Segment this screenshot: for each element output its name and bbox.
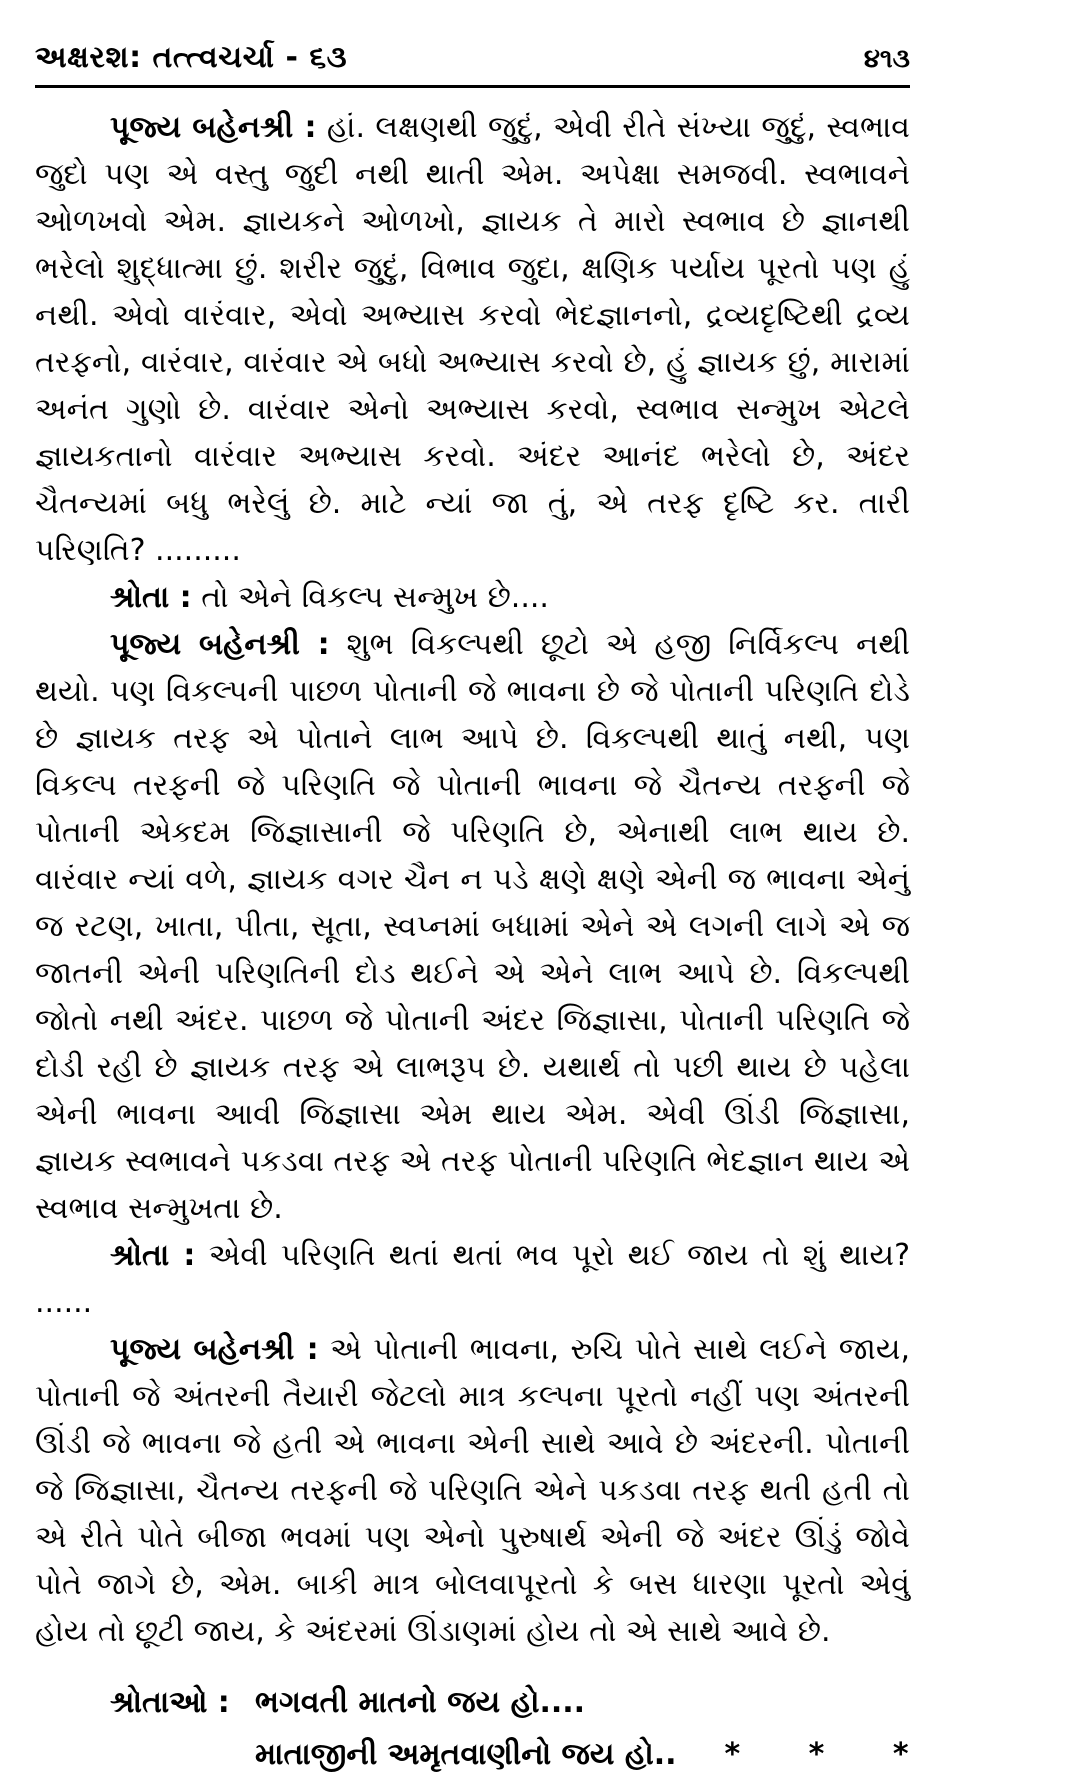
section-end-asterisks: * * * <box>724 1737 909 1772</box>
page-number: ૪૧૩ <box>863 44 910 74</box>
speaker-label: પૂજ્ય બહેનશ્રી : <box>110 627 330 662</box>
closing-text-2: માતાજીની અમૃતવાણીનો જય હો.. <box>255 1737 677 1772</box>
header-rule <box>35 85 910 88</box>
speaker-label: શ્રોતા : <box>110 580 192 615</box>
page-header <box>35 40 910 75</box>
closing-line-1 <box>35 1677 910 1729</box>
closing-text-1: ભગવતી માતનો જય હો.... <box>255 1685 586 1720</box>
dialogue-paragraph <box>35 1326 910 1655</box>
dialogue-paragraph <box>35 621 910 1232</box>
paragraph-text: એવી પરિણતિ થતાં થતાં ભવ પૂરો થઈ જાય તો શું થાય? ...... <box>35 1238 910 1320</box>
dialogue-paragraph <box>35 574 910 621</box>
speaker-label: પૂજ્ય બહેનશ્રી : <box>110 1332 319 1367</box>
dialogue-paragraph <box>35 1232 910 1326</box>
paragraph-text: હાં. લક્ષણથી જુદું, એવી રીતે સંખ્યા જુદું, સ્વભાવ જુદો પણ એ વસ્તુ જુદી નથી થાતી એમ. અપેક્ષા સમજવી. સ્વભાવને ઓળખવો એમ. જ્ઞાયકને ઓળખો, જ્ઞાયક તે મારો સ્વભાવ છે જ્ઞાનથી ભરેલો શુદ્ધાત્મા છું. શરીર જુદું, વિભાવ જુદા, ક્ષણિક પર્યાય પૂરતો પણ હું નથી. એવો વારંવાર, એવો અભ્યાસ કરવો ભેદજ્ઞાનનો, દ્રવ્યદૃષ્ટિથી દ્રવ્ય તરફનો, વારંવાર, વારંવાર એ બધો અભ્યાસ કરવો છે, હું જ્ઞાયક છું, મારામાં અનંત ગુણો છે. વારંવાર એનો અભ્યાસ કરવો, સ્વભાવ સન્મુખ એટલે જ્ઞાયકતાનો વારંવાર અભ્યાસ કરવો. અંદર આનંદ ભરેલો છે, અંદર ચૈતન્યમાં બધુ ભરેલું છે. માટે ન્યાં જા તું, એ તરફ દૃષ્ટિ કર. તારી પરિણતિ? ......... <box>35 110 910 568</box>
dialogue-paragraph <box>35 104 910 574</box>
paragraph-text: શુભ વિકલ્પથી છૂટો એ હજી નિર્વિકલ્પ નથી થયો. પણ વિકલ્પની પાછળ પોતાની જે ભાવના છે જે પોતાની પરિણતિ દોડે છે જ્ઞાયક તરફ એ પોતાને લાભ આપે છે. વિકલ્પથી થાતું નથી, પણ વિકલ્પ તરફની જે પરિણતિ જે પોતાની ભાવના જે ચૈતન્ય તરફની જે પોતાની એકદમ જિજ્ઞાસાની જે પરિણતિ છે, એનાથી લાભ થાય છે. વારંવાર ન્યાં વળે, જ્ઞાયક વગર ચૈન ન પડે ક્ષણે ક્ષણે એની જ ભાવના એનું જ રટણ, ખાતા, પીતા, સૂતા, સ્વપ્નમાં બધામાં એને એ લગની લાગે એ જ જાતની એની પરિણતિની દોડ થઈને એ એને લાભ આપે છે. વિકલ્પથી જોતો નથી અંદર. પાછળ જે પોતાની અંદર જિજ્ઞાસા, પોતાની પરિણતિ જે દોડી રહી છે જ્ઞાયક તરફ એ લાભરૂપ છે. યથાર્થ તો પછી થાય છે પહેલા એની ભાવના આવી જિજ્ઞાસા એમ થાય એમ. એવી ઊંડી જિજ્ઞાસા, જ્ઞાયક સ્વભાવને પકડવા તરફ એ તરફ પોતાની પરિણતિ ભેદજ્ઞાન થાય એ સ્વભાવ સન્મુખતા છે. <box>35 627 910 1226</box>
running-title: અક્ષરશ: તત્ત્વચર્ચા - ૬૩ <box>35 40 348 75</box>
closing-lines <box>35 1677 910 1781</box>
paragraph-text: તો એને વિકલ્પ સન્મુખ છે.... <box>201 580 549 615</box>
closing-speaker-label: શ્રોતાઓ : <box>110 1685 230 1720</box>
speaker-label: શ્રોતા : <box>110 1238 196 1273</box>
closing-line-2 <box>35 1729 910 1781</box>
paragraph-text: એ પોતાની ભાવના, રુચિ પોતે સાથે લઈને જાય, પોતાની જે અંતરની તૈયારી જેટલો માત્ર કલ્પના પૂરતો નહીં પણ અંતરની ઊંડી જે ભાવના જે હતી એ ભાવના એની સાથે આવે છે અંદરની. પોતાની જે જિજ્ઞાસા, ચૈતન્ય તરફની જે પરિણતિ એને પકડવા તરફ થતી હતી તો એ રીતે પોતે બીજા ભવમાં પણ એનો પુરુષાર્થ એની જે અંદર ઊંડું જોવે પોતે જાગે છે, એમ. બાકી માત્ર બોલવાપૂરતો કે બસ ધારણા પૂરતો એવું હોય તો છૂટી જાય, કે અંદરમાં ઊંડાણમાં હોય તો એ સાથે આવે છે. <box>35 1332 910 1649</box>
speaker-label: પૂજ્ય બહેનશ્રી : <box>110 110 317 145</box>
dialogue-body <box>35 104 910 1655</box>
